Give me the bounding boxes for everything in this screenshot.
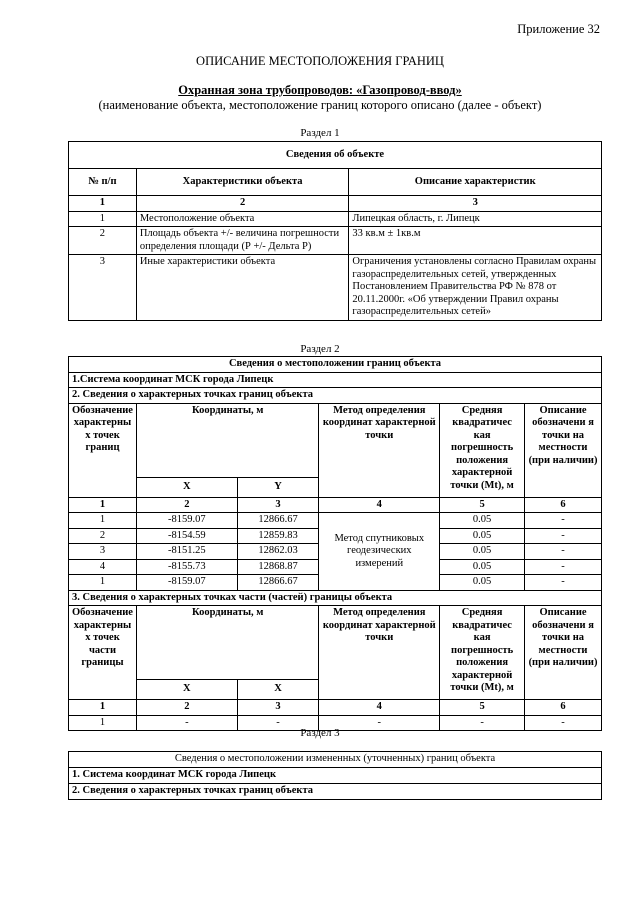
section3-title: Сведения о местоположении измененных (уточненных) границ объекта — [69, 752, 602, 768]
header-error: Средняя квадратичес кая погрешность положения характерной точки (Mt), м — [440, 403, 525, 497]
col-header-characteristic: Характеристики объекта — [136, 169, 349, 196]
col-number: 3 — [349, 196, 602, 212]
point-id: 2 — [69, 528, 137, 544]
table-row — [69, 255, 602, 321]
section2-table — [68, 356, 602, 731]
parts-header-x: X — [136, 680, 237, 700]
appendix-label: Приложение 32 — [517, 22, 600, 36]
header-description: Описание обозначени я точки на местности (при наличии) — [525, 403, 602, 497]
col-number: 1 — [69, 700, 137, 716]
col-number: 4 — [319, 700, 440, 716]
parts-cell: - — [136, 715, 237, 731]
header-y: Y — [237, 477, 319, 497]
point-x: -8159.07 — [136, 575, 237, 591]
header-coords: Координаты, м — [136, 403, 318, 477]
col-number: 2 — [136, 700, 237, 716]
row-description: 33 кв.м ± 1кв.м — [349, 227, 602, 255]
col-number: 3 — [237, 497, 319, 513]
point-x: -8151.25 — [136, 544, 237, 560]
points-title: 2. Сведения о характерных точках границ объекта — [69, 388, 602, 404]
point-desc: - — [525, 544, 602, 560]
document-title: ОПИСАНИЕ МЕСТОПОЛОЖЕНИЯ ГРАНИЦ — [196, 54, 444, 68]
col-header-number: № п/п — [69, 169, 137, 196]
point-desc: - — [525, 575, 602, 591]
col-number: 5 — [440, 700, 525, 716]
row-characteristic: Местоположение объекта — [136, 211, 349, 227]
point-y: 12868.87 — [237, 559, 319, 575]
col-number: 4 — [319, 497, 440, 513]
col-number: 2 — [136, 196, 349, 212]
parts-header-coords: Координаты, м — [136, 606, 318, 680]
point-id: 3 — [69, 544, 137, 560]
section3-coord-system: 1. Система координат МСК города Липецк — [69, 768, 602, 784]
point-id: 4 — [69, 559, 137, 575]
point-y: 12866.67 — [237, 575, 319, 591]
point-method: Метод спутниковых геодезических измерений — [319, 513, 440, 591]
point-y: 12862.03 — [237, 544, 319, 560]
section2-label: Раздел 2 — [300, 343, 340, 355]
parts-cell: - — [237, 715, 319, 731]
section2-title: Сведения о местоположении границ объекта — [69, 357, 602, 373]
point-x: -8159.07 — [136, 513, 237, 529]
row-number: 2 — [69, 227, 137, 255]
point-mt: 0.05 — [440, 513, 525, 529]
section3-label: Раздел 3 — [300, 727, 340, 739]
col-number: 1 — [69, 196, 137, 212]
coord-system: 1.Система координат МСК города Липецк — [69, 372, 602, 388]
header-method: Метод определения координат характерной точки — [319, 403, 440, 497]
header-point: Обозначение характерны х точек границ — [69, 403, 137, 497]
row-number: 1 — [69, 211, 137, 227]
parts-header-error: Средняя квадратичес кая погрешность положения характерной точки (Mt), м — [440, 606, 525, 700]
row-description: Ограничения установлены согласно Правилам охраны газораспределительных сетей, утвержденных Постановлением Правительства РФ № 878 от 20.11.2000г. «Об утверждении Правил охраны газораспределительных сетей» — [349, 255, 602, 321]
parts-cell: - — [525, 715, 602, 731]
col-number: 6 — [525, 497, 602, 513]
parts-cell: - — [319, 715, 440, 731]
row-number: 3 — [69, 255, 137, 321]
col-number: 2 — [136, 497, 237, 513]
table-row — [69, 513, 602, 529]
point-mt: 0.05 — [440, 575, 525, 591]
parts-header-y: X — [237, 680, 319, 700]
point-id: 1 — [69, 513, 137, 529]
header-x: X — [136, 477, 237, 497]
section3-table — [68, 751, 602, 800]
point-mt: 0.05 — [440, 544, 525, 560]
row-description: Липецкая область, г. Липецк — [349, 211, 602, 227]
col-number: 5 — [440, 497, 525, 513]
point-desc: - — [525, 559, 602, 575]
point-id: 1 — [69, 575, 137, 591]
col-number: 3 — [237, 700, 319, 716]
table-row — [69, 227, 602, 255]
row-characteristic: Иные характеристики объекта — [136, 255, 349, 321]
point-x: -8155.73 — [136, 559, 237, 575]
parts-header-method: Метод определения координат характерной точки — [319, 606, 440, 700]
parts-header-point: Обозначение характерны х точек части границы — [69, 606, 137, 700]
col-number: 6 — [525, 700, 602, 716]
section3-points-title: 2. Сведения о характерных точках границ объекта — [69, 784, 602, 800]
point-y: 12859.83 — [237, 528, 319, 544]
parts-header-description: Описание обозначени я точки на местности (при наличии) — [525, 606, 602, 700]
col-header-description: Описание характеристик — [349, 169, 602, 196]
parts-cell: - — [440, 715, 525, 731]
section1-title: Сведения об объекте — [69, 142, 602, 169]
table-row — [69, 211, 602, 227]
point-x: -8154.59 — [136, 528, 237, 544]
object-note: (наименование объекта, местоположение границ которого описано (далее - объект) — [98, 98, 542, 112]
row-characteristic: Площадь объекта +/- величина погрешности определения площади (Р +/- Дельта Р) — [136, 227, 349, 255]
parts-cell: 1 — [69, 715, 137, 731]
object-name: Охранная зона трубопроводов: «Газопровод-ввод» — [178, 83, 462, 97]
point-y: 12866.67 — [237, 513, 319, 529]
section1-label: Раздел 1 — [300, 127, 340, 139]
col-number: 1 — [69, 497, 137, 513]
parts-title: 3. Сведения о характерных точках части (частей) границы объекта — [69, 590, 602, 606]
point-desc: - — [525, 528, 602, 544]
point-mt: 0.05 — [440, 559, 525, 575]
point-desc: - — [525, 513, 602, 529]
point-mt: 0.05 — [440, 528, 525, 544]
section1-table — [68, 141, 602, 321]
